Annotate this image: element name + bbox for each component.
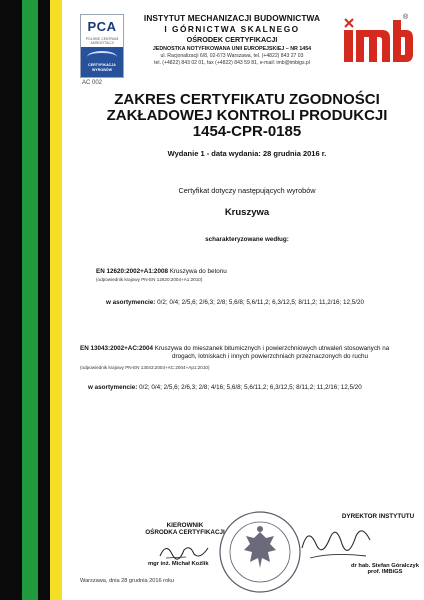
pca-wave-icon bbox=[87, 51, 117, 63]
document-title-line2: ZAKŁADOWEJ KONTROLI PRODUKCJI bbox=[106, 107, 388, 124]
stripe-black-inner bbox=[38, 0, 50, 600]
pca-band-line2: WYROBÓW bbox=[92, 68, 112, 72]
stripe-black-outer bbox=[0, 0, 22, 600]
imb-logo bbox=[342, 16, 414, 66]
standard-1-code: EN 12620:2002+A1:2008 bbox=[96, 268, 168, 275]
stripe-green bbox=[22, 0, 38, 600]
edition-date: Wydanie 1 - data wydania: 28 grudnia 2016 r. bbox=[167, 149, 327, 158]
standard-2-desc: Kruszywa do mieszanek bitumicznych i powierzchniowych utrwaleń stosowanych na bbox=[154, 345, 390, 352]
standard-2-code: EN 13043:2002+AC:2004 bbox=[80, 345, 153, 352]
left-signatory-title1: KIEROWNIK bbox=[166, 522, 204, 529]
pca-band-line1: CERTYFIKACJA bbox=[88, 63, 116, 67]
left-signatory-name: mgr inż. Michał Koźlik bbox=[148, 561, 209, 567]
applies-to-text: Certyfikat dotyczy następujących wyrobów bbox=[178, 186, 316, 195]
institute-address: ul. Racjonalizacji 6/8, 02-673 Warszawa, tel. (+4822) 843 27 03 bbox=[160, 53, 304, 59]
institute-contact: tel. (+4822) 843 02 01, fax (+4822) 843 59 81, e-mail: imb@imbigs.pl bbox=[154, 60, 310, 66]
left-signatory-title2: OŚRODKA CERTYFIKACJI bbox=[145, 529, 225, 536]
certificate-number: 1454-CPR-0185 bbox=[192, 123, 302, 140]
institute-name-line1: INSTYTUT MECHANIZACJI BUDOWNICTWA bbox=[143, 13, 321, 23]
institute-name-line2: I GÓRNICTWA SKALNEGO bbox=[164, 24, 300, 34]
document-title-line1: ZAKRES CERTYFIKATU ZGODNOŚCI bbox=[114, 91, 380, 108]
left-signature-icon bbox=[156, 540, 212, 562]
right-signatory-title: DYREKTOR INSTYTUTU bbox=[341, 513, 415, 520]
right-signatory-name1: dr hab. Stefan Góralczyk bbox=[351, 563, 419, 569]
standard-1-assortment bbox=[106, 299, 424, 306]
pca-logo-text: PCA bbox=[87, 18, 117, 34]
standard-2-assortment bbox=[88, 384, 424, 391]
place-and-date: Warszawa, dnia 28 grudnia 2016 roku bbox=[80, 578, 175, 584]
notified-body: JEDNOSTKA NOTYFIKOWANA UNII EUROPEJSKIEJ – NR 1454 bbox=[152, 46, 312, 52]
standard-2-assort-value: 0/2; 0/4; 2/5,6; 2/6,3; 2/8; 4/16; 5,6/8; 5,6/11,2; 6,3/12,5; 8/11,2; 11,2/16; 12,5/20 bbox=[139, 384, 362, 391]
institute-header bbox=[132, 13, 332, 66]
standard-2-assort-label: w asortymencie: bbox=[88, 384, 138, 391]
standard-2-note: (odpowiednik krajowy PN-EN 13043:2004+AC:2004+Ap1:2010) bbox=[80, 365, 210, 370]
right-signatory-names bbox=[340, 563, 424, 575]
accreditation-number: AC 002 bbox=[82, 80, 103, 86]
standard-1-assort-label: w asortymencie: bbox=[106, 299, 156, 306]
standard-1-desc: Kruszywa do betonu bbox=[169, 268, 227, 275]
product-name: Kruszywa bbox=[224, 207, 270, 218]
standard-1 bbox=[96, 268, 416, 284]
stripe-yellow bbox=[50, 0, 62, 600]
stripe-white bbox=[62, 0, 65, 600]
pca-subtitle: POLSKIE CENTRUM AKREDYTACJI bbox=[85, 37, 119, 45]
pca-accreditation-logo bbox=[80, 14, 124, 78]
standard-2-desc-line2: drogach, lotniskach i innych powierzchniach przeznaczonych do ruchu bbox=[172, 353, 369, 360]
standard-2 bbox=[80, 345, 420, 372]
standard-1-assort-value: 0/2; 0/4; 2/5,6; 2/6,3; 2/8; 5,6/8; 5,6/11,2; 6,3/12,5; 8/11,2; 11,2/16; 12,5/20 bbox=[157, 299, 365, 306]
characterized-by-text: scharakteryzowane według: bbox=[205, 236, 289, 243]
eagle-emblem-icon bbox=[244, 532, 276, 568]
right-signature-icon bbox=[296, 518, 376, 566]
registered-mark: ® bbox=[403, 14, 409, 21]
certification-centre: OŚRODEK CERTYFIKACJI bbox=[186, 35, 278, 44]
standard-1-note: (odpowiednik krajowy PN-EN 12620:2004+A1:2010) bbox=[96, 277, 203, 282]
hammer-pick-icon bbox=[345, 19, 353, 27]
right-signatory-name2: prof. IMBiGS bbox=[367, 569, 403, 575]
pca-band bbox=[81, 47, 123, 77]
certificate-body bbox=[70, 0, 424, 600]
official-seal-stamp bbox=[218, 510, 302, 594]
